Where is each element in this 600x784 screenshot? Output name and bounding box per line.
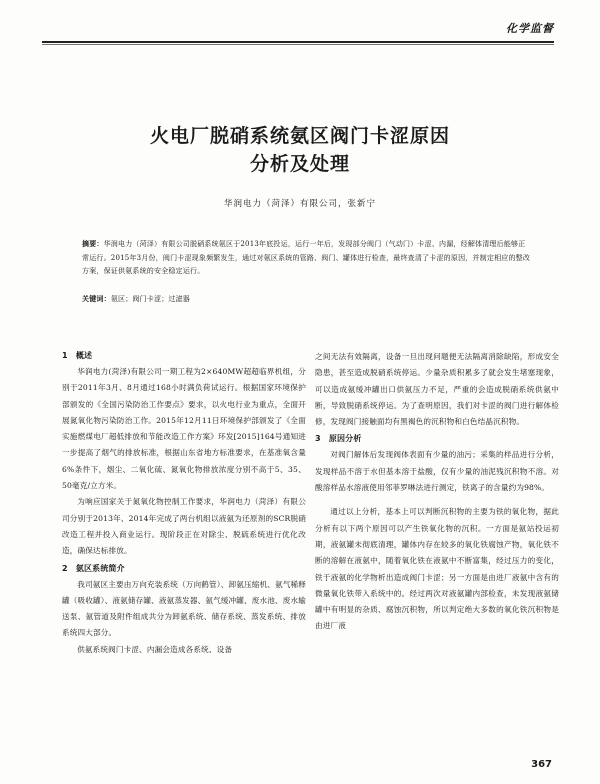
- section-heading-analysis: 3 原因分析: [315, 434, 362, 444]
- paragraph: 之间无法有效隔离，设备一旦出现问题便无法隔离消除缺陷，形成安全隐患，甚至造成脱硝系统停运。少量杂质积累多了就会发生堵塞现象，可以造成氨缓冲罐出口供氨压力不足，严重的会造成脱硝系统供氨中断，导致脱硝系统停运。为了查明原因，我们对卡涩的阀门进行解体检修，发现阀门接触面均有黑褐色的沉积物和白色结晶沉积物。: [315, 352, 559, 427]
- paragraph: 为响应国家关于氮氧化物控制工作要求，华润电力（菏泽）有限公司分别于2013年、2014年完成了两台机组以液氨为还原剂的SCR脱硝改造工程并投入商业运行。现阶段正在对除尘、脱硫系统进行优化改造，确保达标排放。: [62, 497, 306, 556]
- article-title-line1: 火电厂脱硝系统氨区阀门卡涩原因: [149, 125, 450, 147]
- article-title-line2: 分析及处理: [249, 153, 350, 175]
- paragraph: 我司氨区主要由万向充装系统（万向鹤管）、卸氨压缩机、氨气稀释罐（吸收罐）、液氨储存罐、液氨蒸发器、氨气缓冲罐、废水池、废水输送泵、氨管道及附件组成共分为卸氨系统、储存系统、蒸发系统、排放系统四大部分。: [62, 579, 306, 638]
- abstract-text: 华润电力（菏泽）有限公司脱硝系统氨区于2013年底投运，运行一年后，发现部分阀门（气动门）卡涩、内漏，经解体清理后能够正常运行。2015年3月份，阀门卡涩现象频繁发生，通过对氨区系统的管路、阀门、罐体进行检查，最终查清了卡涩的原因，并制定相应的整改方案，保证供氨系统的安全稳定运行。: [82, 240, 531, 275]
- paragraph: 华润电力(菏泽)有限公司一期工程为2×640MW超超临界机组，分别于2011年3月、8月通过168小时满负荷试运行。根据国家环境保护部颁发的《全国污染防治工作要点》要求，以火电行业为重点，全面开展氮氧化物污染防治工作。2015年12月11日环境保护部颁发了《全面实施燃煤电厂超低排放和节能改造工作方案》环发[2015]164号通知进一步提高了烟气的排放标准，根据山东省地方标准要求，在基准氧含量6%条件下，烟尘、二氧化硫、氮氧化物排放浓度分别不高于5、35、50毫克/立方米。: [62, 367, 306, 491]
- page-number: 367: [531, 759, 552, 770]
- section-heading-system: 2 氨区系统简介: [62, 563, 125, 573]
- keywords: [82, 294, 532, 304]
- paragraph: 对阀门解体后发现阀体表面有少量的油污；采集的样品进行分析，发现样品不溶于水但基本溶于盐酸，仅有少量的油泥残沉积物不溶。对酸溶样品水溶液使用邻菲罗啉法进行测定，铁离子的含量约为98%。: [315, 450, 559, 493]
- abstract: [82, 238, 532, 279]
- paragraph: 通过以上分析，基本上可以判断沉积物的主要为铁的氧化物，据此分析有以下两个原因可以产生铁氧化物的沉积。一方面是氨站投运初期，液氨罐未彻底清理，罐体内存在较多的氧化铁腐蚀产物，氧化铁不断的溶解在液氨中，随着氧化铁在液氨中不断富集，经过压力的变化，铁于液氨的化学物析出造成阀门卡涩；另一方面是由进厂液氨中含有的微量氧化铁带入系统中的。经过两次对液氨罐内部检查，未发现液氨储罐中有明显的杂质、腐蚀沉积物，所以判定绝大多数的氧化铁沉积物是由进厂液: [315, 507, 559, 631]
- right-column: [315, 349, 559, 635]
- keywords-label: 关键词：: [82, 295, 111, 303]
- keywords-text: 氨区；阀门卡涩；过滤器: [110, 295, 191, 303]
- left-column: [62, 347, 306, 658]
- abstract-label: 摘要：: [82, 240, 104, 248]
- authors: 华润电力（菏泽）有限公司，张新宁: [223, 199, 376, 209]
- header-rule-thin: [42, 44, 554, 45]
- section-heading-overview: 1 概述: [62, 351, 93, 360]
- header-rule: [42, 41, 554, 43]
- section-tag: 化学监督: [506, 22, 554, 35]
- paragraph: 供氨系统阀门卡涩、内漏会造成各系统、设备: [77, 644, 233, 654]
